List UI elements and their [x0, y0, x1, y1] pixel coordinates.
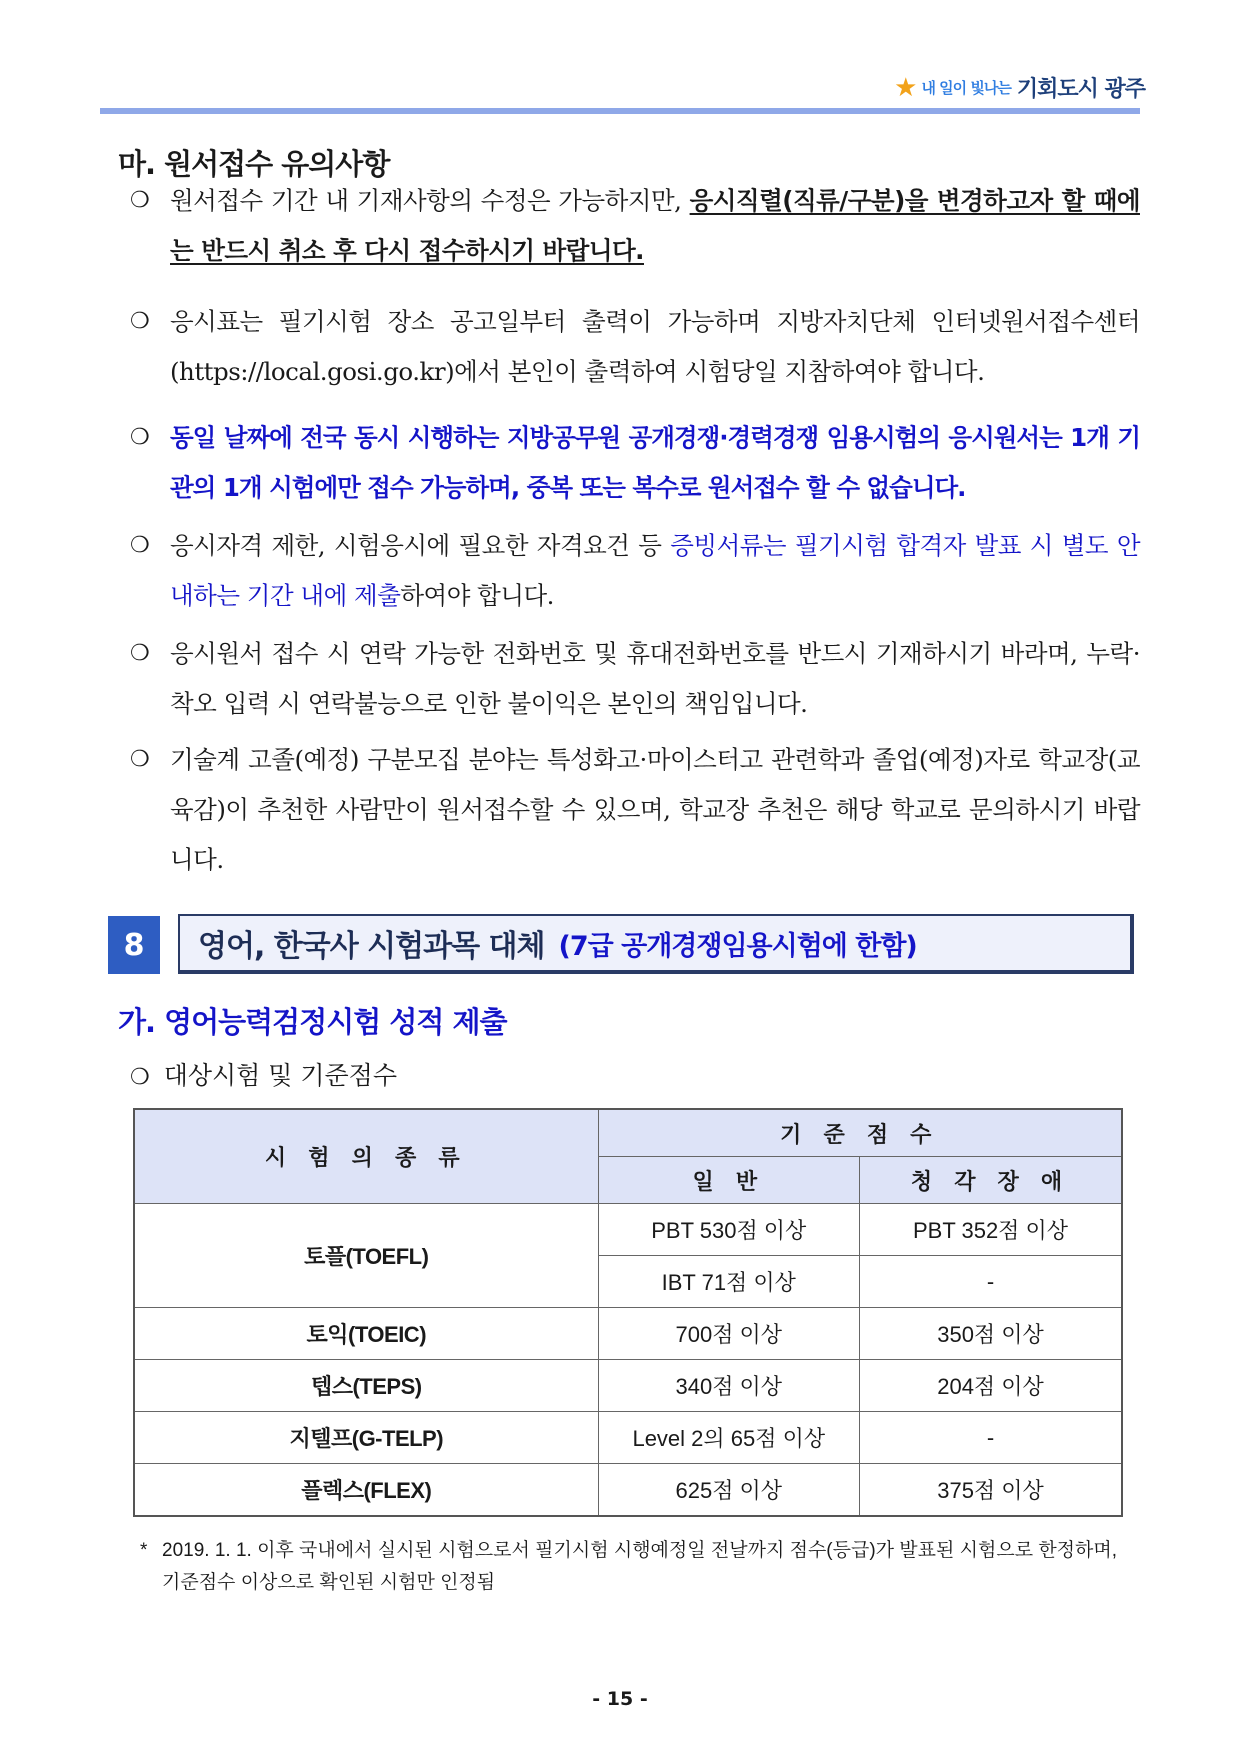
- header-general: 일 반: [598, 1157, 859, 1204]
- footnote-mark: *: [140, 1540, 148, 1561]
- notice-emphasis: 증빙서류는 필기시험 합격자 발표 시 별도 안내하는 기간 내에 제출: [170, 531, 1141, 610]
- table-row: [134, 1464, 1122, 1517]
- section-title-ga: 가. 영어능력검정시험 성적 제출: [118, 1005, 507, 1039]
- bullet-circle-icon: ❍: [130, 1065, 150, 1090]
- english-score-table: [133, 1108, 1123, 1517]
- score-hearing: 350점 이상: [860, 1308, 1122, 1360]
- score-general: IBT 71점 이상: [598, 1256, 859, 1308]
- table-footnote: [140, 1535, 1140, 1599]
- notice-emphasis: 응시직렬(직류/구분)을 변경하고자 할 때에는 반드시 취소 후 다시 접수하시기 바랍니다.: [170, 186, 1140, 265]
- header-logo: [894, 72, 1145, 103]
- notice-text: 응시자격 제한, 시험응시에 필요한 자격요건 등: [170, 531, 671, 560]
- notice-emphasis: 동일 날짜에 전국 동시 시행하는 지방공무원 공개경쟁·경력경쟁 임용시험의 응시원서는 1개 기관의 1개 시험에만 접수 가능하며, 중복 또는 복수로 원서접수 할 수 없습니다.: [170, 423, 1140, 502]
- table-row: [134, 1360, 1122, 1412]
- score-general: PBT 530점 이상: [598, 1204, 859, 1256]
- exam-name: 지텔프(G-TELP): [134, 1412, 598, 1464]
- section-8-title: 영어, 한국사 시험과목 대체: [198, 929, 545, 964]
- page-number: - 15 -: [592, 1688, 648, 1710]
- header-hearing-impaired: 청 각 장 애: [860, 1157, 1122, 1204]
- section-8-subtitle: (7급 공개경쟁임용시험에 한함): [558, 930, 917, 962]
- table-row: [134, 1412, 1122, 1464]
- score-hearing: 204점 이상: [860, 1360, 1122, 1412]
- score-general: Level 2의 65점 이상: [598, 1412, 859, 1464]
- exam-name: 토익(TOEIC): [134, 1308, 598, 1360]
- bullet-circle-icon: ❍: [130, 641, 150, 666]
- exam-name: 플렉스(FLEX): [134, 1464, 598, 1517]
- exam-name: 토플(TOEFL): [134, 1204, 598, 1308]
- exam-name: 텝스(TEPS): [134, 1360, 598, 1412]
- score-general: 700점 이상: [598, 1308, 859, 1360]
- section-title-ma: 마. 원서접수 유의사항: [118, 147, 390, 181]
- notice-text: 원서접수 기간 내 기재사항의 수정은 가능하지만,: [170, 186, 690, 215]
- header-exam-type: 시 험 의 종 류: [134, 1109, 598, 1204]
- score-hearing: PBT 352점 이상: [860, 1204, 1122, 1256]
- star-icon: ★: [894, 72, 918, 103]
- footnote-text: 2019. 1. 1. 이후 국내에서 실시된 시험으로서 필기시험 시행예정일 전날까지 점수(등급)가 발표된 시험으로 한정하며, 기준점수 이상으로 확인된 시험만 인정됨: [162, 1540, 1118, 1593]
- section-number-badge: 8: [108, 916, 160, 974]
- bullet-circle-icon: ❍: [130, 188, 150, 213]
- score-hearing: 375점 이상: [860, 1464, 1122, 1517]
- table-row: [134, 1308, 1122, 1360]
- logo-city-name: 기회도시 광주: [1016, 77, 1145, 102]
- bullet-circle-icon: ❍: [130, 425, 150, 450]
- notice-item-6: [130, 735, 1140, 885]
- logo-slogan: 내 일이 빛나는: [921, 79, 1011, 97]
- notice-text: 응시표는 필기시험 장소 공고일부터 출력이 가능하며 지방자치단체 인터넷원서접수센터(https://local.gosi.go.kr)에서 본인이 출력하여 시험당일 지참하여야 합니다.: [170, 307, 1140, 386]
- target-exam-bullet: [130, 1056, 397, 1092]
- bullet-circle-icon: ❍: [130, 533, 150, 558]
- header-divider: [100, 108, 1140, 114]
- notice-item-2: [130, 297, 1140, 397]
- header-standard-score: 기 준 점 수: [598, 1109, 1122, 1157]
- target-exam-label: 대상시험 및 기준점수: [163, 1061, 397, 1090]
- score-general: 340점 이상: [598, 1360, 859, 1412]
- section-8-heading: [178, 914, 1134, 974]
- notice-item-3: [130, 413, 1140, 513]
- notice-item-5: [130, 629, 1140, 729]
- notice-text: 응시원서 접수 시 연락 가능한 전화번호 및 휴대전화번호를 반드시 기재하시기 바라며, 누락·착오 입력 시 연락불능으로 인한 불이익은 본인의 책임입니다.: [170, 639, 1140, 718]
- bullet-circle-icon: ❍: [130, 309, 150, 334]
- notice-text-tail: 하여야 합니다.: [400, 581, 554, 610]
- notice-item-4: [130, 521, 1140, 621]
- notice-item-1: [130, 176, 1140, 276]
- notice-text: 기술계 고졸(예정) 구분모집 분야는 특성화고·마이스터고 관련학과 졸업(예정)자로 학교장(교육감)이 추천한 사람만이 원서접수할 수 있으며, 학교장 추천은 해당 학교로 문의하시기 바랍니다.: [170, 745, 1140, 874]
- score-general: 625점 이상: [598, 1464, 859, 1517]
- score-hearing: -: [860, 1256, 1122, 1308]
- table-row: [134, 1204, 1122, 1256]
- bullet-circle-icon: ❍: [130, 747, 150, 772]
- score-hearing: -: [860, 1412, 1122, 1464]
